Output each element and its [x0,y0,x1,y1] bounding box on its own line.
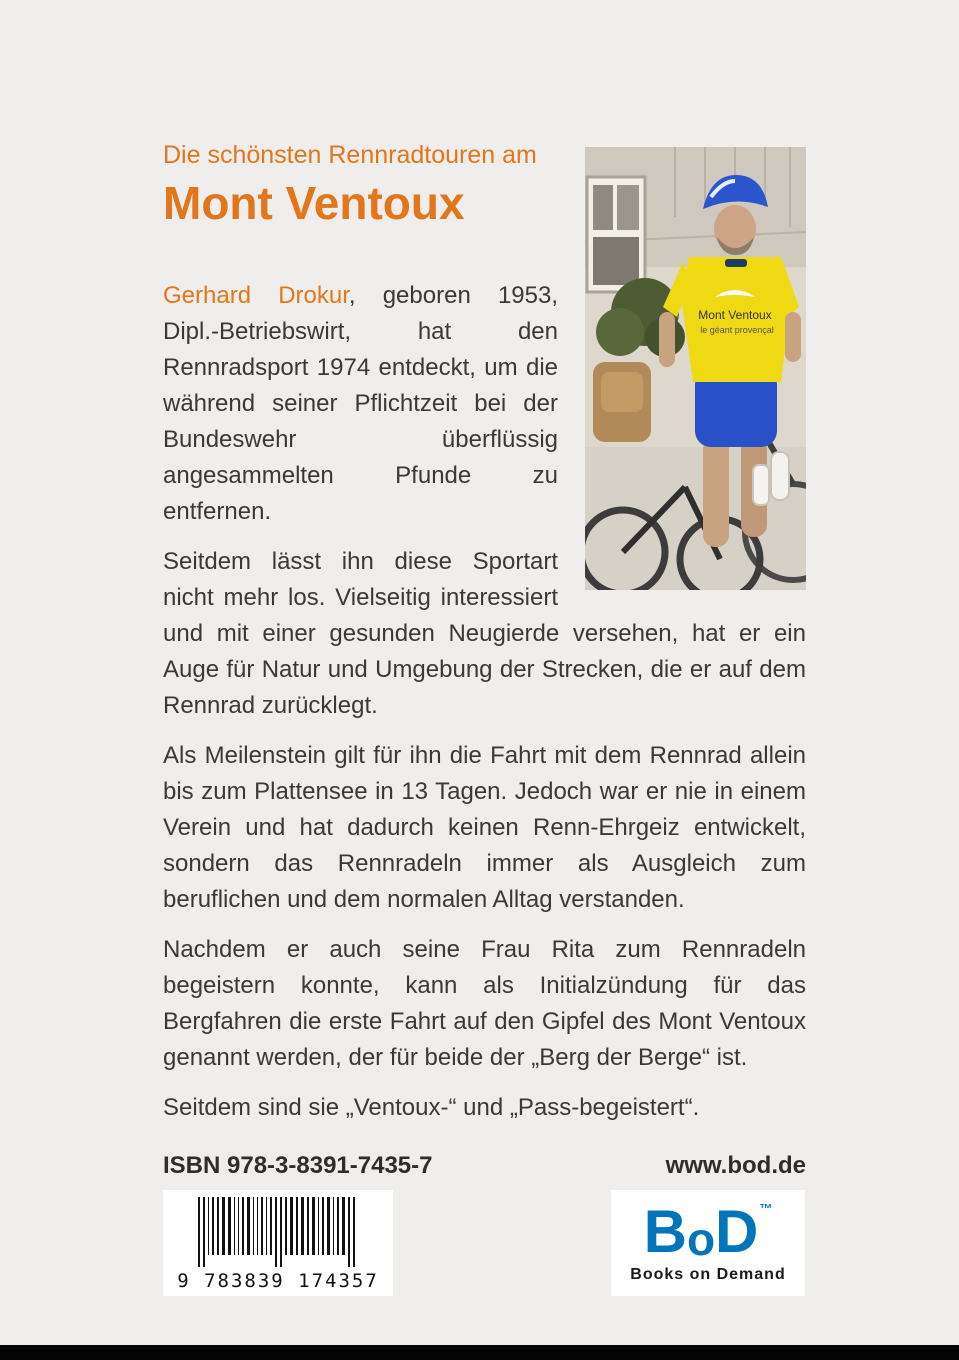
cover-content [163,140,806,1140]
footer-row [163,1152,806,1180]
author-name: Gerhard Drokur [163,282,349,309]
series-title: Die schönsten Rennradtouren am [163,141,537,169]
bod-letter-b: B [643,1198,687,1265]
website-url: www.bod.de [665,1152,806,1179]
bod-logo-word [643,1198,773,1265]
barcode-bars [163,1190,393,1267]
bio-paragraph: Seitdem lässt ihn diese Sportart nicht mehr los. Vielseitig interessiert und mit einer gesunden Neugierde versehen, hat er ein Auge für Natur und Umgebung der Strecken, die er auf dem Rennrad zurücklegt. [163,548,806,719]
isbn-text: ISBN 978-3-8391-7435-7 [163,1152,433,1179]
svg-text:le géant provençal: le géant provençal [700,325,774,335]
trademark-symbol: ™ [759,1201,773,1216]
barcode-number: 9 783839 174357 [177,1270,379,1292]
book-title: Mont Ventoux [163,177,465,229]
bod-logo [611,1190,805,1296]
bio-paragraph: Nachdem er auch seine Frau Rita zum Rennradeln begeistern konnte, kann als Initialzündung für das Bergfahren die erste Fahrt auf den Gipfel des Mont Ventoux genannt werden, der für beide der „Berg der Berge“ ist. [163,936,806,1071]
bottom-trim-bar [0,1345,959,1360]
bod-letter-d: D [715,1198,759,1265]
bod-tagline: Books on Demand [630,1266,786,1283]
svg-text:Mont Ventoux: Mont Ventoux [698,308,772,322]
bio-paragraph: Als Meilenstein gilt für ihn die Fahrt mit dem Rennrad allein bis zum Plattensee in 13 Tagen. Jedoch war er nie in einem Verein und hat dadurch keinen Renn-Ehrgeiz entwickelt, sondern das Rennradeln immer als Ausgleich zum beruflichen und dem normalen Alltag verstanden. [163,742,806,913]
bio-paragraph: Seitdem sind sie „Ventoux-“ und „Pass-begeistert“. [163,1094,700,1121]
bio-paragraph-text: , geboren 1953, Dipl.-Betriebswirt, hat den Rennradsport 1974 entdeckt, um die während seiner Pflichtzeit bei der Bundeswehr überflüssig angesammelten Pfunde zu entfernen. [163,282,558,525]
ean-barcode [163,1190,393,1296]
author-photo [585,147,806,590]
bod-letter-o: o [686,1213,716,1265]
